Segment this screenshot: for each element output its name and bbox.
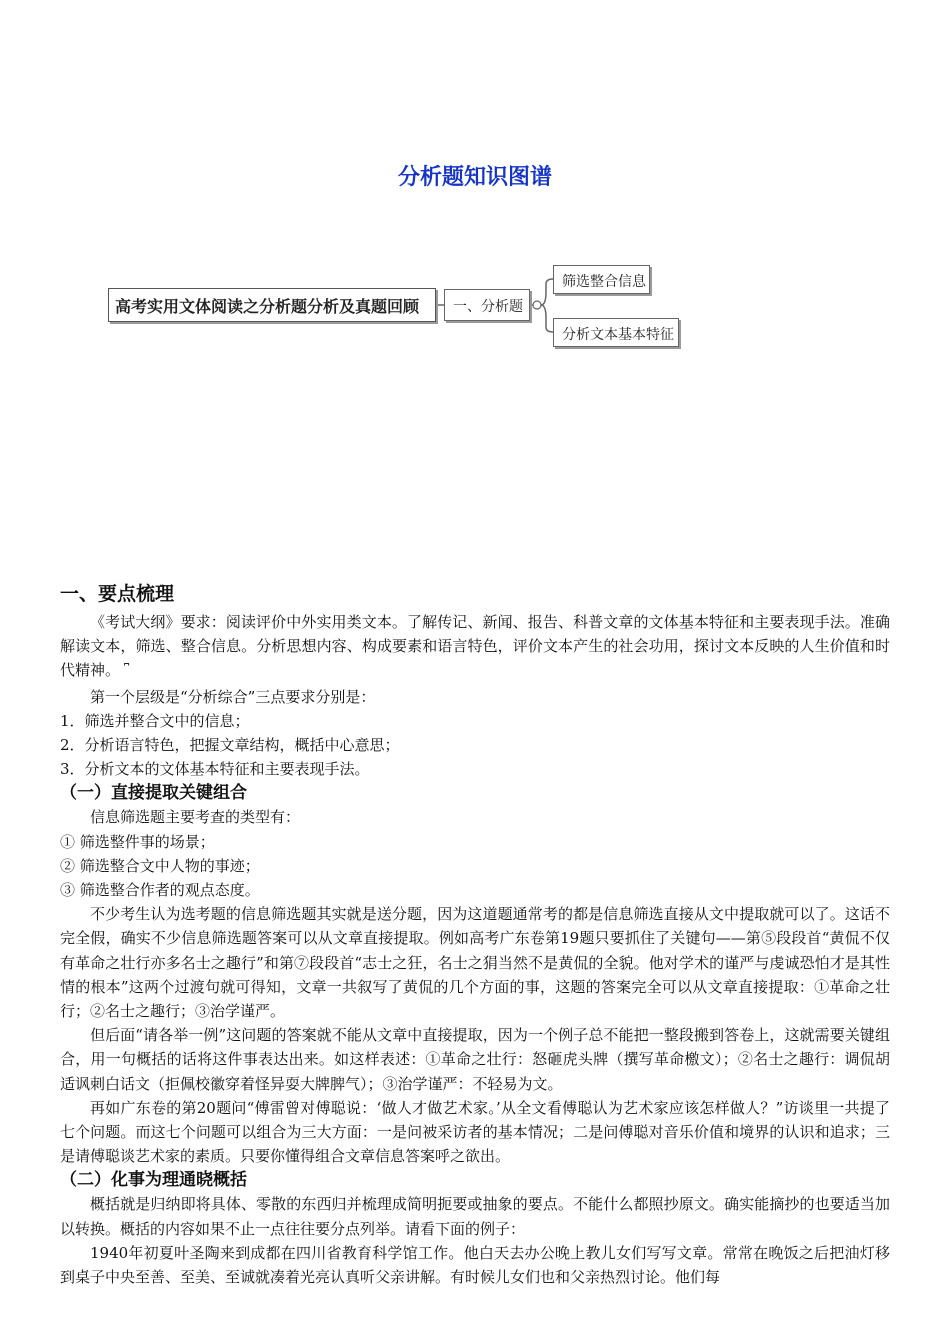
subsection-heading: （一）直接提取关键组合 xyxy=(60,783,247,804)
list-item: ③ 筛选整合作者的观点态度。 xyxy=(60,881,260,900)
mindmap-root-node[interactable]: 高考实用文体阅读之分析题分析及真题回顾 xyxy=(108,288,436,322)
list-item: 3．分析文本的文体基本特征和主要表现手法。 xyxy=(60,760,370,779)
paragraph: 再如广东卷的第20题问“傅雷曾对傅聪说：‘做人才做艺术家。’从全文看傅聪认为艺术家应该怎样做人？”访谈里一共提了七个问题。而这七个问题可以组合为三大方面：一是问被采访者的基本情况；二是问傅聪对音乐价值和境界的认识和追求；三是请傅聪谈艺术家的素质。只要你懂得组合文章信息答案呼之欲出。 xyxy=(60,1098,890,1166)
document-body xyxy=(60,580,890,1289)
list-item: 2．分析语言特色，把握文章结构，概括中心意思； xyxy=(60,736,400,755)
paragraph: 但后面“请各举一例”这问题的答案就不能从文章中直接提取，因为一个例子总不能把一整段搬到答卷上，这就需要关键组合，用一句概括的话将这件事表达出来。如这样表述：①革命之壮行：怒砸虎头牌（撰写革命檄文）；②名士之趣行：调侃胡适讽刺白话文（拒佩校徽穿着怪异耍大牌脾气）；③治学谨严：不轻易为文。 xyxy=(60,1026,890,1093)
note-mark-icon: ⎴ xyxy=(124,664,130,680)
mindmap-connectors xyxy=(0,0,950,400)
mindmap-node-analysis[interactable]: 一、分析题 xyxy=(444,289,530,321)
paragraph: 第一个层级是“分析综合”三点要求分别是： xyxy=(90,687,376,706)
list-item: ① 筛选整件事的场景； xyxy=(60,832,215,851)
paragraph: 1940年初夏叶圣陶来到成都在四川省教育科学馆工作。他白天去办公晚上教儿女们写写文章。常常在晚饭之后把油灯移到桌子中央至善、至美、至诚就凑着光亮认真听父亲讲解。有时候儿女们也和父亲热烈讨论。他们每 xyxy=(60,1243,890,1287)
collapse-toggle-icon xyxy=(533,301,541,309)
mindmap-child-screen-info[interactable]: 筛选整合信息 xyxy=(553,265,650,294)
paragraph: 不少考生认为选考题的信息筛选题其实就是送分题，因为这道题通常考的都是信息筛选直接从文中提取就可以了。这话不完全假，确实不少信息筛选题答案可以从文章直接提取。例如高考广东卷第19题只要抓住了关键句——第⑤段段首“黄侃不仅有革命之壮行亦多名士之趣行”和第⑦段段首“志士之狂，名士之狷当然不是黄侃的全貌。他对学术的谨严与虔诚恐怕才是其性情的根本”这两个过渡句就可得知，文章一共叙写了黄侃的几个方面的事，这题的答案完全可以从文章直接提取：①革命之壮行；②名士之趣行；③治学谨严。 xyxy=(60,905,890,1021)
mindmap-child-text-features[interactable]: 分析文本基本特征 xyxy=(553,318,679,347)
section-heading: 一、要点梳理 xyxy=(60,583,175,605)
page-title: 分析题知识图谱 xyxy=(397,165,552,190)
list-item: ② 筛选整合文中人物的事迹； xyxy=(60,856,260,875)
paragraph: 信息筛选题主要考查的类型有： xyxy=(90,808,301,827)
paragraph: 概括就是归纳即将具体、零散的东西归并梳理成简明扼要或抽象的要点。不能什么都照抄原文。确实能摘抄的也要适当加以转换。概括的内容如果不止一点往往要分点列举。请看下面的例子： xyxy=(60,1195,890,1238)
list-item: 1．筛选并整合文中的信息； xyxy=(60,711,250,730)
subsection-heading: （二）化事为理通晓概括 xyxy=(60,1170,247,1191)
paragraph: 《考试大纲》要求：阅读评价中外实用类文本。了解传记、新闻、报告、科普文章的文体基本特征和主要表现手法。准确解读文本，筛选、整合信息。分析思想内容、构成要素和语言特色，评价文本产生的社会功用，探讨文本反映的人生价值和时代精神。 ⎴ xyxy=(60,613,890,680)
